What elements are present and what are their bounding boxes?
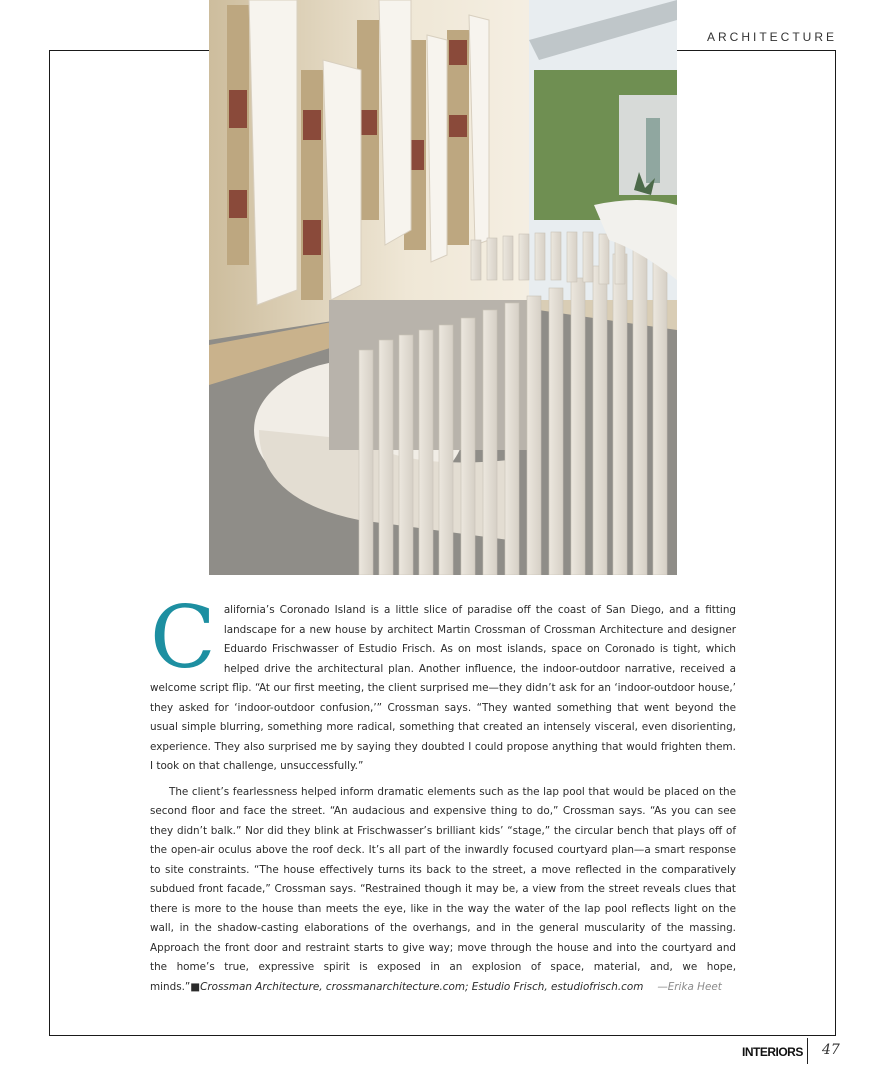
article-body bbox=[150, 588, 736, 997]
paragraph-2-text: The client’s fearlessness helped inform dramatic elements such as the lap pool that would be placed on the second floor and face the street. “An audacious and expensive thing to do,” Crossman says. “As you can see they didn’t balk.” Nor did they blink at Frischwasser’s brilliant kids’ “stage,” the circular bench that plays off of the open-air oculus above the roof deck. It’s all part of the inwardly focused courtyard plan—a smart response to site constraints. “The house effectively turns its back to the street, a move reflected in the comparatively subdued front facade,” Crossman says. “Restrained though it may be, a view from the street reveals clues that there is more to the house than meets the eye, like in the way the water of the lap pool reflects light on the wall, in the shadow-casting elaborations of the overhangs, and in the general muscularity of the massing. Approach the front door and restraint starts to give way; move through the house and into the courtyard and the home’s true, expressive spirit is exposed in an explosion of space, material, and, we hope, minds.” bbox=[150, 785, 736, 993]
interior-photo bbox=[209, 0, 677, 575]
byline: —Erika Heet bbox=[657, 980, 722, 993]
drop-cap: C bbox=[150, 588, 216, 688]
paragraph-2 bbox=[150, 783, 736, 998]
section-label: ARCHITECTURE bbox=[706, 30, 837, 44]
paragraph-1 bbox=[150, 588, 736, 777]
paragraph-1-text: alifornia’s Coronado Island is a little slice of paradise off the coast of San Diego, and a fitting landscape for a new house by architect Martin Crossman of Crossman Architecture and designer Eduardo Frischwasser of Estudio Frisch. As on most islands, space on Coronado is tight, which helped drive the architectural plan. Another influence, the indoor-outdoor narrative, received a welcome script flip. “At our first meeting, the client surprised me—they didn’t ask for an ‘indoor-outdoor house,’ they asked for ‘indoor-outdoor confusion,’” Crossman says. “They wanted something that went beyond the usual simple blurring, something more radical, something that created an intensely visceral, even disorienting, experience. They also surprised me by saying they doubted I could propose anything that would frighten them. I took on that challenge, unsuccessfully.” bbox=[150, 604, 736, 772]
footer-divider bbox=[807, 1038, 808, 1064]
magazine-logo: INTERIORS bbox=[742, 1045, 803, 1059]
end-mark: ■ bbox=[190, 980, 201, 993]
credits: Crossman Architecture, crossmanarchitecture.com; Estudio Frisch, estudiofrisch.com bbox=[200, 980, 644, 993]
page-number: 47 bbox=[822, 1042, 840, 1058]
